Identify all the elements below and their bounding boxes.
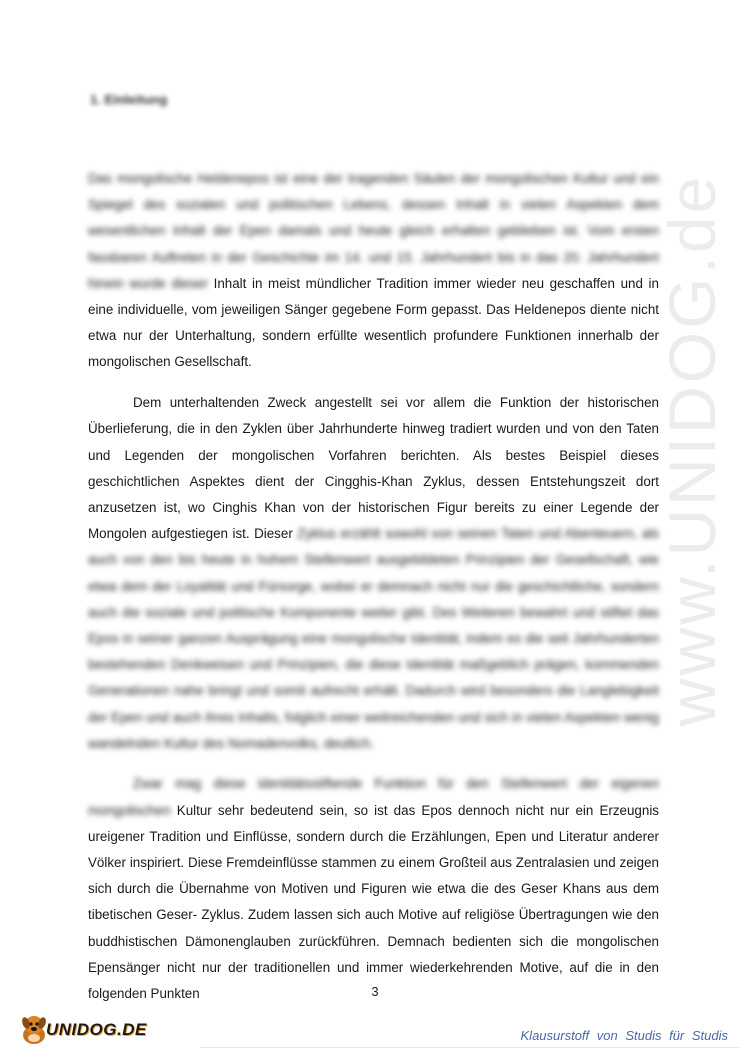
paragraph-2 <box>88 390 659 757</box>
blurred-text-line: in der Geschichte im 14. und 15. Jahrhundert bis in das 20. Jahrhundert hinein wurde dieser <box>88 249 659 291</box>
blurred-text-line: Komponente weiter gibt. Des Weiteren bewahrt und stiftet das Epos in seiner ganzen <box>88 604 659 646</box>
paragraph-1 <box>88 166 659 376</box>
blurred-text-line: Kultur des Nomadenvolks, deutlich. <box>163 735 374 751</box>
text-line: Diese Fremdeinflüsse stammen zu einem Großteil aus Zentralasien und zeigen sich durch die <box>88 855 659 897</box>
blurred-text-line: wobei er demnach nicht nur die geschichtliche, sondern auch die soziale und politische <box>88 578 659 620</box>
footer-tagline: Klausurstoff von Studis für Studis <box>520 1028 728 1043</box>
watermark: www.UNIDOG.de <box>655 173 729 727</box>
section-heading: 1. Einleitung <box>90 92 168 107</box>
text-line: und Legenden der mongolischen Vorfahren berichten. Als bestes Beispiel dieses geschichtlichen <box>88 447 659 489</box>
text-line: Inhalt in meist mündlicher Tradition immer wieder neu geschaffen und in eine individuelle, vom <box>88 275 659 318</box>
text-line: nur der traditionellen und immer wiederkehrenden Motive, auf die in den folgenden Punkten <box>88 959 659 1002</box>
blurred-text-line: Zyklus erzählt sowohl von seinen Taten und Abenteuern, als auch von den bis heute in hohem <box>88 526 659 568</box>
site-logo[interactable] <box>18 1010 147 1050</box>
text-line: Kultur sehr bedeutend sein, so ist das Epos dennoch nicht nur ein Erzeugnis ureigener Tradition <box>88 802 659 844</box>
text-line: Übernahme von Motiven und Figuren wie etwa die des Geser Khans aus dem tibetischen Geser- <box>88 881 659 923</box>
blurred-text-line: nahe bringt und somit aufrecht erhält. Dadurch wird besonders die Langlebigkeit der Epen und <box>88 683 659 725</box>
text-line: Zyklus. Zudem lassen sich auch Motive auf religiöse Übertragungen wie den buddhistischen <box>88 907 659 949</box>
text-line: Dem unterhaltenden Zweck angestellt sei vor allem die Funktion der historischen <box>133 395 659 411</box>
blurred-text-line: Zwar mag diese identitätsstiftende Funktion für den Stellenwert der eigenen mongolischen <box>88 776 659 818</box>
paragraph-3 <box>88 771 659 1007</box>
blurred-text-line: Stellenwert ausgebildeten Prinzipien der Gesellschaft, wie etwa dem der Loyalität und Fürsorge, <box>88 552 659 594</box>
body-text <box>88 166 659 1007</box>
page-number: 3 <box>371 984 379 999</box>
text-line: jeweiligen Sänger gegebene Form gepasst. Das Heldenepos diente nicht etwa nur der <box>88 302 659 344</box>
blurred-text-line: Das mongolische Heldenepos ist eine der tragenden Säulen der mongolischen Kultur und ein <box>88 171 659 186</box>
blurred-text-line: Denkweisen und Prinzipien, die diese Identität maßgeblich prägen, kommenden Generationen <box>88 657 659 699</box>
text-line: Dämonenglauben zurückführen. Demnach bedienten sich die mongolischen Epensänger nicht <box>88 933 659 975</box>
blurred-text-line: Inhalt der Epen damals und heute gleich erhalten geblieben ist. Vom ersten fassbaren Auftreten <box>88 223 659 265</box>
text-line: Überlieferung, die in den Zyklen über Jahrhunderte hinweg tradiert wurden und von den Taten <box>88 421 659 437</box>
footer-divider <box>200 1047 740 1048</box>
blurred-text-line: auch ihres Inhalts, folglich einer weitreichenden und sich in vielen Aspekten wenig wandelnden <box>88 709 659 751</box>
logo-wordmark: UNIDOG.DE <box>46 1020 147 1039</box>
text-line: Aspektes dient der Cingghis-Khan Zyklus, dessen Entstehungszeit dort anzusetzen ist, wo Cinghis <box>88 473 660 515</box>
blurred-text-line: Spiegel des sozialen und politischen Lebens, dessen Inhalt in vielen Aspekten dem wesentlichen <box>88 197 659 239</box>
blurred-text-line: Ausprägung eine mongolische Identität, indem es die seit Jahrhunderten bestehenden <box>88 630 659 673</box>
text-line: Unterhaltung, sondern erfüllte wesentlich profundere Funktionen innerhalb der mongolischen <box>88 328 659 370</box>
text-line: Gesellschaft. <box>174 354 252 370</box>
text-line: Khan von der historischen Figur bereits zu einer Legende der Mongolen aufgestiegen ist. Dieser <box>88 499 659 542</box>
text-line: und Einflüsse, sondern durch die Erzählungen, Epen und Literatur anderer Völker inspiriert. <box>88 828 659 871</box>
